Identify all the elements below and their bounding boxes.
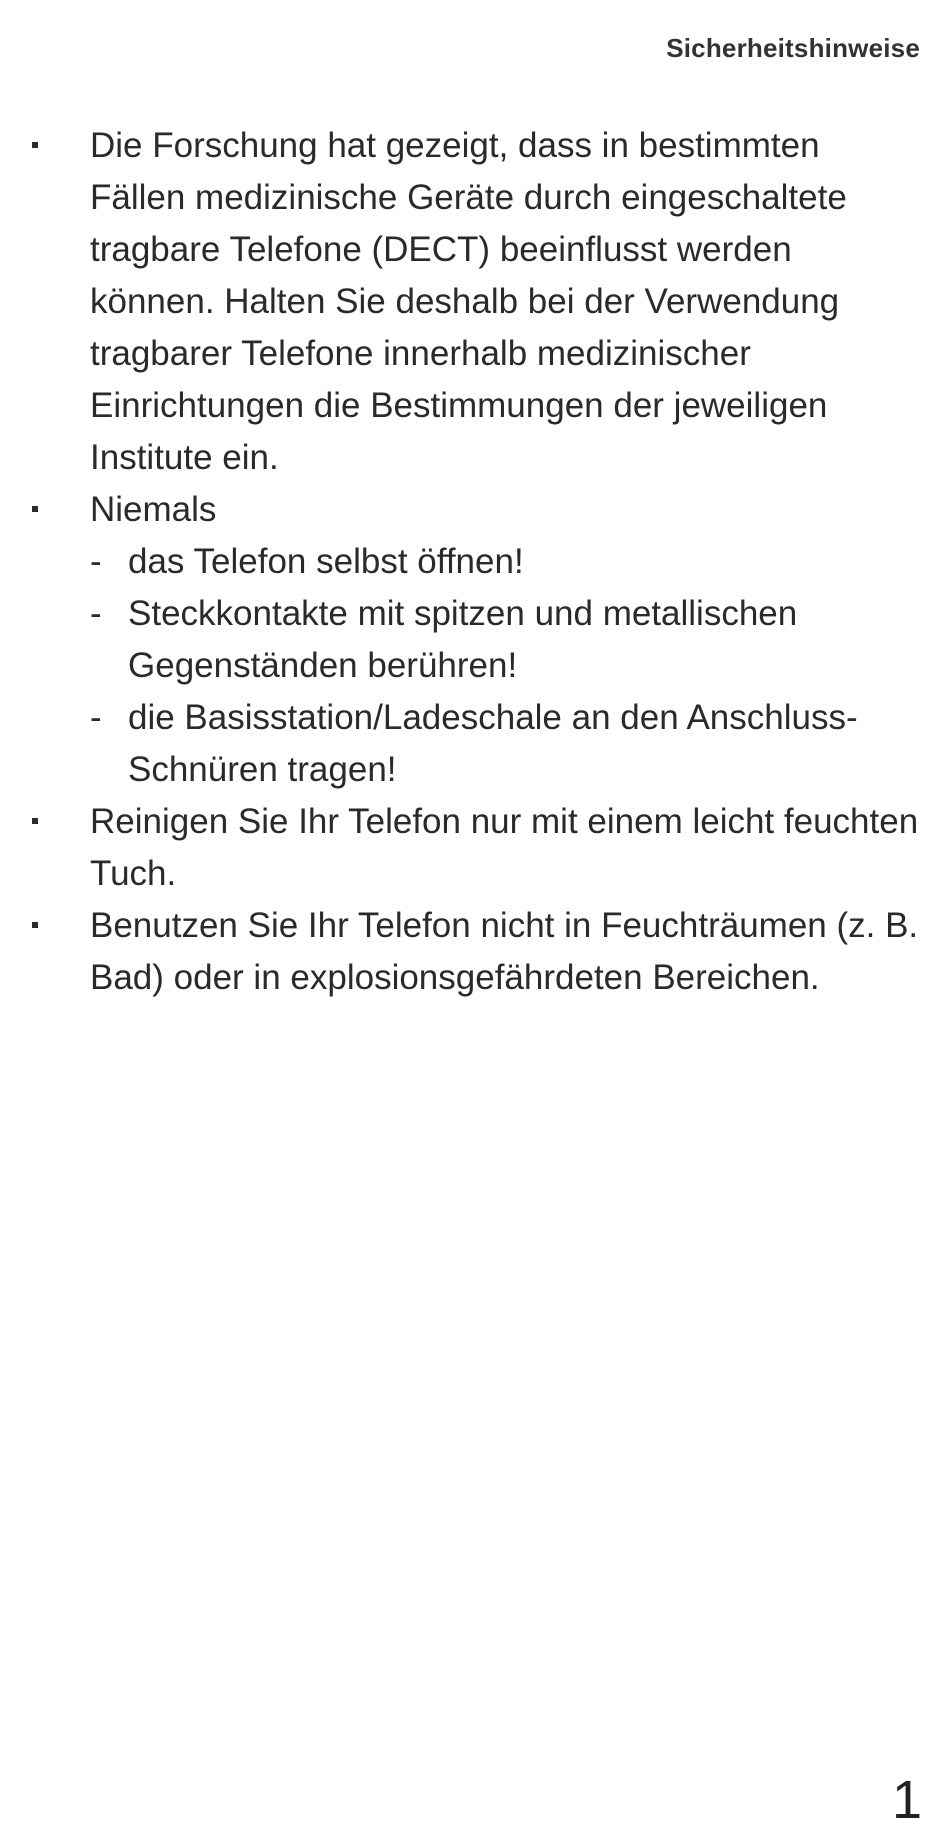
sub-item-open-phone [90, 536, 920, 588]
bullet-item-research [24, 120, 920, 484]
bullet-marker-icon [32, 922, 38, 928]
bullet-marker-icon [32, 506, 38, 512]
bullet-item-humidity [24, 900, 920, 1004]
sub-list [90, 536, 920, 796]
bullet-text: Reinigen Sie Ihr Telefon nur mit einem leicht feuchten Tuch. [90, 802, 919, 893]
bullet-text: Benutzen Sie Ihr Telefon nicht in Feuchträumen (z. B. Bad) oder in explosionsgefährdeten Bereichen. [90, 906, 919, 997]
sub-item-contacts [90, 588, 920, 692]
dash-marker: - [90, 542, 102, 581]
bullet-marker-icon [32, 142, 38, 148]
bullet-text: Die Forschung hat gezeigt, dass in bestimmten Fällen medizinische Geräte durch eingeschaltete tragbare Telefone (DECT) beeinflusst werden können. Halten Sie deshalb bei der Verwendung tragbarer Telefone innerhalb medizinischer Einrichtungen die Bestimmungen der jeweiligen Institute ein. [90, 126, 847, 477]
sub-item-text: das Telefon selbst öffnen! [128, 542, 524, 581]
page-header-title: Sicherheitshinweise [666, 33, 920, 63]
dash-marker: - [90, 698, 102, 737]
sub-item-text: Steckkontakte mit spitzen und metallischen Gegenständen berühren! [128, 594, 798, 685]
bullet-marker-icon [32, 818, 38, 824]
bullet-text: Niemals [90, 490, 217, 529]
bullet-list [24, 120, 920, 1004]
bullet-item-cleaning [24, 796, 920, 900]
safety-notes-content [24, 120, 920, 1004]
sub-item-carry-base [90, 692, 920, 796]
dash-marker: - [90, 594, 102, 633]
sub-item-text: die Basisstation/Ladeschale an den Anschluss-Schnüren tragen! [128, 698, 858, 789]
bullet-item-never [24, 484, 920, 796]
page-number: 1 [891, 1770, 922, 1830]
